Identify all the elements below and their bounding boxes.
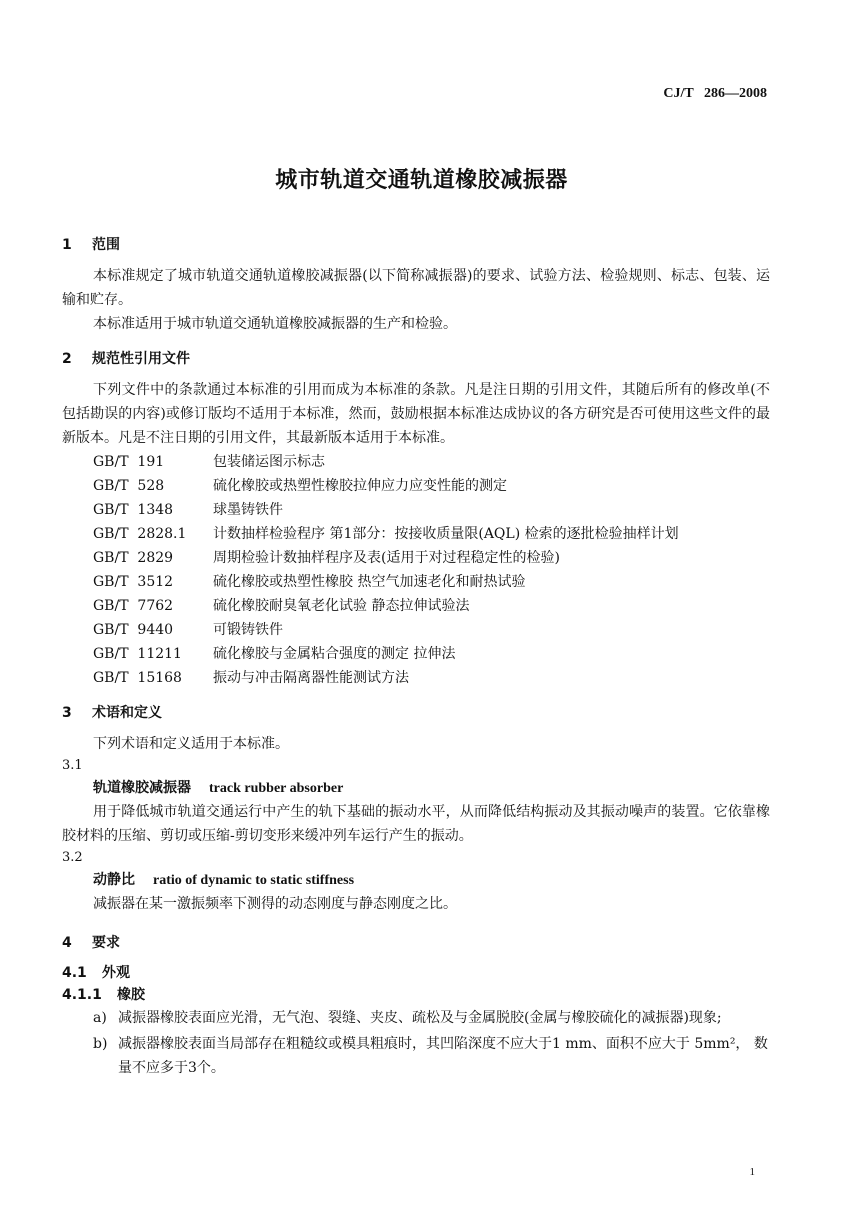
reference-code: GB/T 528 — [93, 478, 165, 494]
list-marker: b) — [93, 1036, 108, 1052]
reference-name: 球墨铸铁件 — [213, 502, 283, 518]
term-chinese: 轨道橡胶减振器 — [93, 780, 191, 796]
document-title: 城市轨道交通轨道橡胶减振器 — [275, 168, 568, 193]
reference-code: GB/T 9440 — [93, 622, 174, 638]
reference-code: GB/T 3512 — [93, 574, 174, 590]
reference-name: 硫化橡胶或热塑性橡胶拉伸应力应变性能的测定 — [213, 478, 507, 494]
list-item — [62, 1032, 770, 1080]
section-heading-1 — [62, 234, 770, 256]
subsection-heading — [62, 962, 770, 984]
reference-code: GB/T 2828.1 — [93, 526, 187, 542]
term-heading — [62, 868, 770, 892]
reference-item — [62, 570, 770, 594]
section-number: 4 — [62, 935, 72, 951]
reference-code: GB/T 1348 — [93, 502, 174, 518]
paragraph: 本标准适用于城市轨道交通轨道橡胶减振器的生产和检验。 — [93, 316, 457, 332]
reference-name: 硫化橡胶耐臭氧老化试验 静态拉伸试验法 — [213, 598, 470, 614]
section-title: 规范性引用文件 — [92, 351, 190, 367]
reference-item — [62, 474, 770, 498]
reference-name: 硫化橡胶或热塑性橡胶 热空气加速老化和耐热试验 — [213, 574, 526, 590]
reference-item — [62, 642, 770, 666]
reference-item — [62, 594, 770, 618]
list-text: 减振器橡胶表面应光滑，无气泡、裂缝、夹皮、疏松及与金属脱胶(金属与橡胶硫化的减振器)现象; — [118, 1010, 722, 1026]
reference-item — [62, 522, 770, 546]
term-definition: 用于降低城市轨道交通运行中产生的轨下基础的振动水平，从而降低结构振动及其振动噪声的装置。它依靠橡胶材料的压缩、剪切或压缩-剪切变形来缓冲列车运行产生的振动。 — [62, 804, 770, 844]
subsection-number: 4.1 — [62, 965, 87, 981]
requirement-list — [62, 1006, 770, 1080]
section-number: 2 — [62, 351, 72, 367]
reference-name: 计数抽样检验程序 第1部分：按接收质量限(AQL) 检索的逐批检验抽样计划 — [213, 526, 679, 542]
term-number: 3.1 — [62, 758, 83, 773]
subsubsection-title: 橡胶 — [117, 987, 145, 1003]
list-marker: a) — [93, 1010, 107, 1026]
standard-code: CJ/T 286—2008 — [663, 86, 767, 101]
section-title: 范围 — [92, 237, 120, 253]
paragraph: 下列术语和定义适用于本标准。 — [93, 736, 289, 752]
term-english: track rubber absorber — [209, 781, 344, 796]
subsubsection-number: 4.1.1 — [62, 987, 102, 1003]
subsection-title: 外观 — [102, 965, 130, 981]
section-title: 要求 — [92, 935, 120, 951]
reference-list — [62, 450, 770, 690]
section-heading-3 — [62, 702, 770, 724]
reference-name: 振动与冲击隔离器性能测试方法 — [213, 670, 409, 686]
section-number: 1 — [62, 237, 72, 253]
section-heading-4 — [62, 932, 770, 954]
term-english: ratio of dynamic to static stiffness — [153, 873, 355, 888]
document-body — [62, 234, 770, 1082]
term-chinese: 动静比 — [93, 872, 135, 888]
reference-name: 周期检验计数抽样程序及表(适用于对过程稳定性的检验) — [213, 550, 560, 566]
reference-name: 硫化橡胶与金属粘合强度的测定 拉伸法 — [213, 646, 456, 662]
reference-code: GB/T 191 — [93, 454, 165, 470]
term-number: 3.2 — [62, 850, 83, 865]
paragraph: 本标准规定了城市轨道交通轨道橡胶减振器(以下简称减振器)的要求、试验方法、检验规则、标志、包装、运输和贮存。 — [62, 268, 770, 308]
list-item — [62, 1006, 770, 1030]
section-heading-2 — [62, 348, 770, 370]
section-number: 3 — [62, 705, 72, 721]
reference-item — [62, 498, 770, 522]
reference-code: GB/T 11211 — [93, 646, 182, 662]
term-heading — [62, 776, 770, 800]
paragraph: 下列文件中的条款通过本标准的引用而成为本标准的条款。凡是注日期的引用文件，其随后所有的修改单(不包括勘误的内容)或修订版均不适用于本标准，然而，鼓励根据本标准达成协议的各方研究是否可使用这些文件的最新版本。凡是不注日期的引用文件，其最新版本适用于本标准。 — [62, 382, 770, 446]
reference-code: GB/T 15168 — [93, 670, 182, 686]
reference-item — [62, 450, 770, 474]
list-text: 减振器橡胶表面当局部存在粗糙纹或模具粗痕时，其凹陷深度不应大于1 mm、面积不应大于 5mm²， 数量不应多于3个。 — [118, 1036, 768, 1076]
subsubsection-heading — [62, 984, 770, 1006]
reference-item — [62, 666, 770, 690]
reference-item — [62, 618, 770, 642]
term-definition: 减振器在某一激振频率下测得的动态刚度与静态刚度之比。 — [93, 896, 457, 912]
reference-name: 包装储运图示标志 — [213, 454, 325, 470]
page-number: 1 — [749, 1166, 755, 1178]
reference-code: GB/T 2829 — [93, 550, 174, 566]
reference-code: GB/T 7762 — [93, 598, 174, 614]
reference-item — [62, 546, 770, 570]
section-title: 术语和定义 — [92, 705, 162, 721]
reference-name: 可锻铸铁件 — [213, 622, 283, 638]
